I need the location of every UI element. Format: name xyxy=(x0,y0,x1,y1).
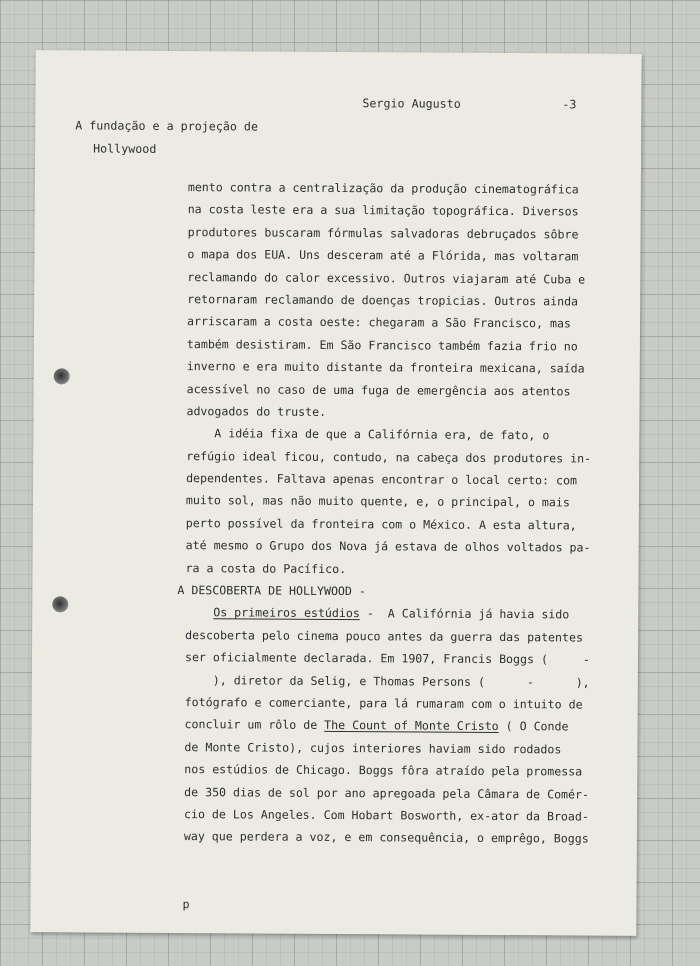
punch-hole-upper xyxy=(54,368,70,384)
text-line: na costa leste era a sua limitação topográfica. Diversos xyxy=(187,202,579,219)
author-name: Sergio Augusto xyxy=(362,96,461,111)
text-line: acessível no caso de uma fuga de emergência aos atentos xyxy=(186,381,571,398)
text-line: arriscaram a costa oeste: chegaram a São Francisco, mas xyxy=(187,314,571,331)
text-line: descoberta pelo cinema pouco antes da guerra das patentes xyxy=(185,627,584,645)
text-line: reclamando do calor excessivo. Outros viajaram até Cuba e xyxy=(187,269,586,287)
text-line: dependentes. Faltava apenas encontrar o local certo: com xyxy=(186,471,578,488)
text-line: refúgio ideal ficou, contudo, na cabeça dos produtores in- xyxy=(186,448,592,466)
footer-mark: p xyxy=(182,897,190,912)
text-line: também desistiram. Em São Francisco também fazia frio no xyxy=(186,336,578,354)
section-heading-text: A DESCOBERTA DE HOLLYWOOD - xyxy=(177,583,366,599)
text-line: perto possível da fronteira com o México. A esta altura, xyxy=(185,515,577,533)
subheading-primeiros-estudios: Os primeiros estúdios xyxy=(213,605,360,621)
punch-hole-lower xyxy=(52,596,68,612)
text-fragment: ( O Conde xyxy=(498,719,569,734)
text-line: até mesmo o Grupo dos Nova já estava de olhos voltados pa- xyxy=(185,538,591,555)
page-number: -3 xyxy=(562,97,577,112)
text-line xyxy=(185,713,590,738)
text-line: A idéia fixa de que a Califórnia era, de fato, o xyxy=(186,426,550,443)
text-line: retornaram reclamando de doenças tropicias. Outros ainda xyxy=(187,292,579,309)
text-line: de 350 dias de sol por ano apregoada pela Câmara de Comér- xyxy=(184,784,590,802)
text-line: ser oficialmente declarada. Em 1907, Francis Boggs ( - xyxy=(184,650,590,667)
text-line xyxy=(185,602,590,627)
chapter-title-line2: Hollywood xyxy=(93,141,157,156)
text-line: ), diretor da Selig, e Thomas Persons ( - ), xyxy=(184,672,590,690)
section-heading xyxy=(177,579,590,604)
text-line: muito sol, mas não muito quente, e, o principal, o mais xyxy=(185,493,570,510)
text-line: produtores buscaram fórmulas salvadoras debruçados sôbre xyxy=(187,224,579,242)
text-line: inverno e era muito distante da fronteira mexicana, saída xyxy=(186,359,585,376)
text-line: o mapa dos EUA. Uns desceram até a Flórida, mas voltaram xyxy=(187,247,579,264)
text-line: cio de Los Angeles. Com Hobart Bosworth, ex-ator da Broad- xyxy=(183,807,589,824)
text-line: nos estúdios de Chicago. Boggs fôra atraído pela promessa xyxy=(184,762,583,779)
text-line: mento contra a centralização da produção cinematográfica xyxy=(187,180,579,197)
text-fragment: concluir um rôlo de xyxy=(184,717,325,733)
text-line: fotógrafo e comerciante, para lá rumaram com o intuito de xyxy=(184,695,583,712)
text-fragment: - A Califórnia já havia sido xyxy=(359,606,570,622)
text-line: advogados do truste. xyxy=(186,403,327,419)
typewritten-page xyxy=(30,50,641,936)
film-title: The Count of Monte Cristo xyxy=(324,718,499,734)
body-text xyxy=(177,176,593,850)
text-line: ra a costa do Pacífico. xyxy=(185,560,347,576)
text-line: de Monte Cristo), cujos interiores haviam sido rodados xyxy=(184,739,562,757)
chapter-title-line1: A fundação e a projeção de xyxy=(75,118,259,134)
text-line: way que perdera a voz, e em consequência, o emprêgo, Boggs xyxy=(183,829,589,846)
